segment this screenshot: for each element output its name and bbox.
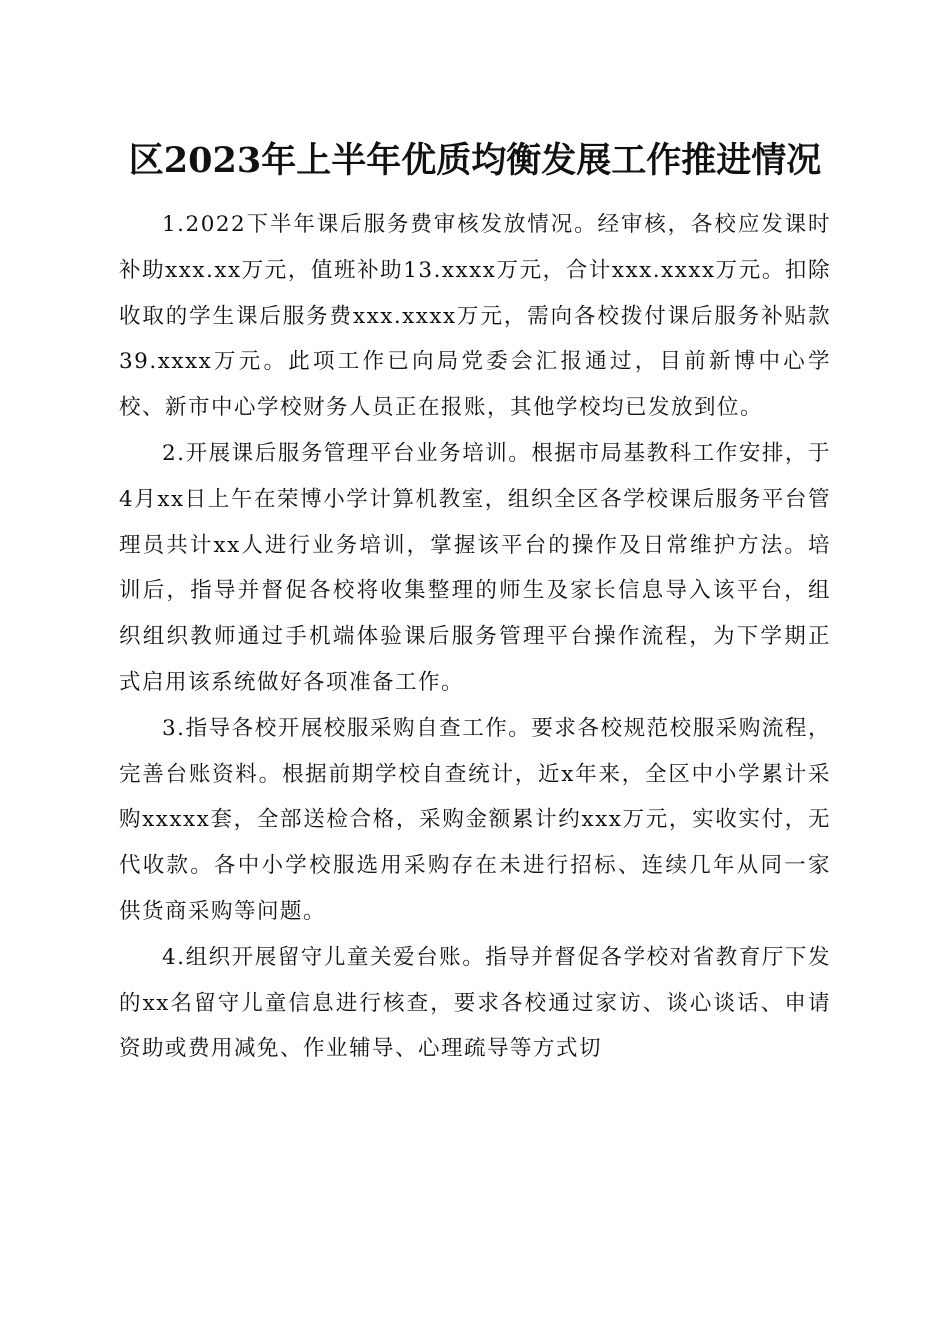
paragraph-4: 4.组织开展留守儿童关爱台账。指导并督促各学校对省教育厅下发的xx名留守儿童信息进行核查，要求各校通过家访、谈心谈话、申请资助或费用减免、作业辅导、心理疏导等方式切 (119, 944, 831, 1062)
document-title: 区2023年上半年优质均衡发展工作推进情况 (128, 140, 822, 181)
paragraph-1: 1.2022下半年课后服务费审核发放情况。经审核，各校应发课时补助xxx.xx万元，值班补助13.xxxx万元，合计xxx.xxxx万元。扣除收取的学生课后服务费xxx.xxxx万元，需向各校拨付课后服务补贴款39.xxxx万元。此项工作已向局党委会汇报通过，目前新博中心学校、新市中心学校财务人员正在报账，其他学校均已发放到位。 (119, 212, 831, 421)
paragraph-2: 2.开展课后服务管理平台业务培训。根据市局基教科工作安排，于4月xx日上午在荣博小学计算机教室，组织全区各学校课后服务平台管理员共计xx人进行业务培训，掌握该平台的操作及日常维护方法。培训后，指导并督促各校将收集整理的师生及家长信息导入该平台，组织组织教师通过手机端体验课后服务管理平台操作流程，为下学期正式启用该系统做好各项准备工作。 (119, 440, 831, 695)
paragraph-3: 3.指导各校开展校服采购自查工作。要求各校规范校服采购流程，完善台账资料。根据前期学校自查统计，近x年来，全区中小学累计采购xxxxx套，全部送检合格，采购金额累计约xxx万元，实收实付，无代收款。各中小学校服选用采购存在未进行招标、连续几年从同一家供货商采购等问题。 (119, 715, 831, 924)
document-body (119, 202, 831, 1072)
